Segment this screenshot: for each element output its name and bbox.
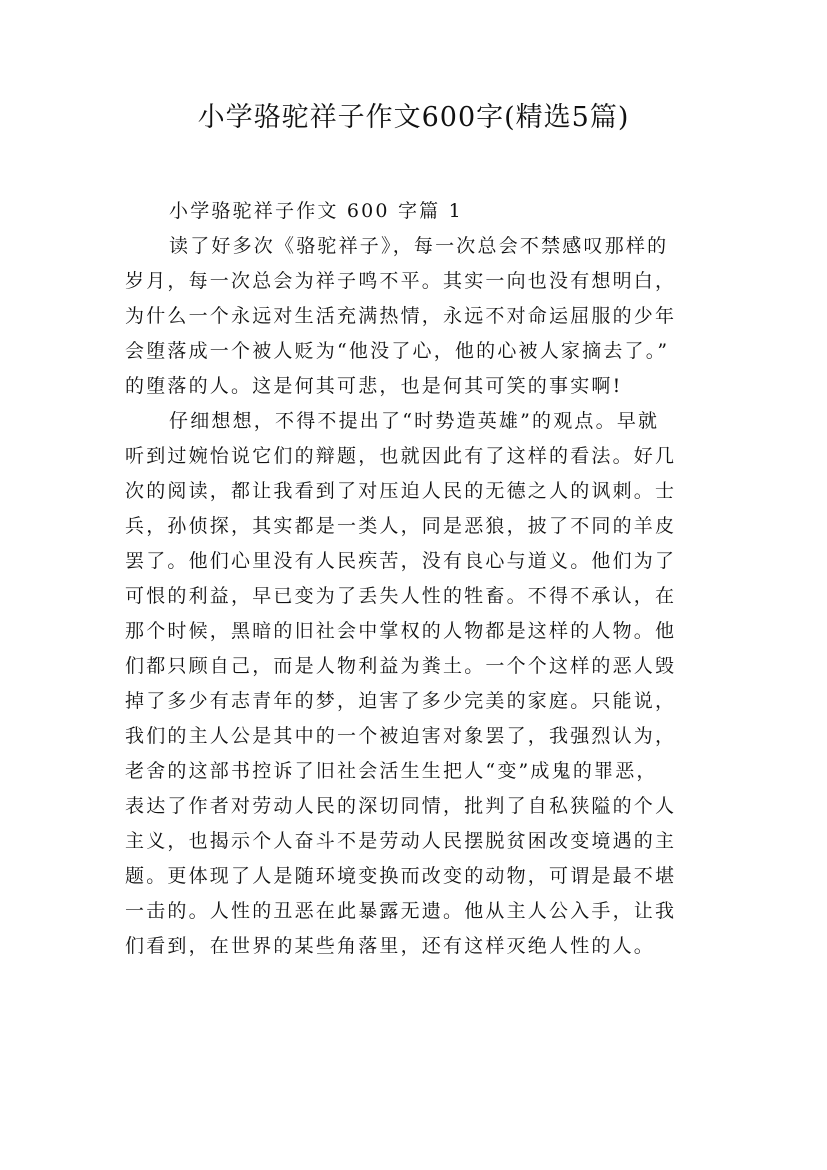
paragraph-1-line-4: 会堕落成一个被人贬为“他没了心，他的心被人家摘去了。” xyxy=(125,340,670,362)
paragraph-2-line-15: 一击的。人性的丑恶在此暴露无遗。他从主人公入手，让我 xyxy=(125,900,677,922)
paragraph-2-line-1: 仔细想想，不得不提出了“时势造英雄”的观点。早就 xyxy=(169,410,660,432)
paragraph-1-line-5: 的堕落的人。这是何其可悲，也是何其可笑的事实啊! xyxy=(125,375,623,397)
paragraph-2-line-9: 掉了多少有志青年的梦，迫害了多少完美的家庭。只能说， xyxy=(125,690,677,712)
paragraph-2-line-16: 们看到，在世界的某些角落里，还有这样灭绝人性的人。 xyxy=(125,935,656,957)
paragraph-2-line-7: 那个时候，黑暗的旧社会中掌权的人物都是这样的人物。他 xyxy=(125,620,677,642)
paragraph-2-line-5: 罢了。他们心里没有人民疾苦，没有良心与道义。他们为了 xyxy=(125,550,677,572)
paragraph-2-line-3: 次的阅读，都让我看到了对压迫人民的无德之人的讽刺。士 xyxy=(125,480,677,502)
paragraph-2-line-13: 主义，也揭示个人奋斗不是劳动人民摆脱贫困改变境遇的主 xyxy=(125,830,677,852)
paragraph-2-line-8: 们都只顾自己，而是人物利益为粪土。一个个这样的恶人毁 xyxy=(125,655,677,677)
paragraph-2-line-6: 可恨的利益，早已变为了丢失人性的牲畜。不得不承认，在 xyxy=(125,585,677,607)
paragraph-1-line-2: 岁月，每一次总会为祥子鸣不平。其实一向也没有想明白， xyxy=(125,270,677,292)
paragraph-1-line-3: 为什么一个永远对生活充满热情，永远不对命运屈服的少年 xyxy=(125,305,677,327)
paragraph-1-line-1: 读了好多次《骆驼祥子》，每一次总会不禁感叹那样的 xyxy=(169,235,669,257)
paragraph-2-line-12: 表达了作者对劳动人民的深切同情，批判了自私狭隘的个人 xyxy=(125,795,677,817)
document-body xyxy=(125,194,707,964)
paragraph-2-line-2: 听到过婉怡说它们的辩题，也就因此有了这样的看法。好几 xyxy=(125,445,677,467)
document-title: 小学骆驼祥子作文600字(精选5篇) xyxy=(197,102,630,133)
paragraph-2-line-4: 兵，孙侦探，其实都是一类人，同是恶狼，披了不同的羊皮 xyxy=(125,515,677,537)
section-heading: 小学骆驼祥子作文 600 字篇 1 xyxy=(169,200,463,222)
paragraph-2-line-10: 我们的主人公是其中的一个被迫害对象罢了，我强烈认为， xyxy=(125,725,677,747)
paragraph-2-line-11: 老舍的这部书控诉了旧社会活生生把人“变”成鬼的罪恶， xyxy=(125,760,658,782)
paragraph-2-line-14: 题。更体现了人是随环境变换而改变的动物，可谓是最不堪 xyxy=(125,865,677,887)
